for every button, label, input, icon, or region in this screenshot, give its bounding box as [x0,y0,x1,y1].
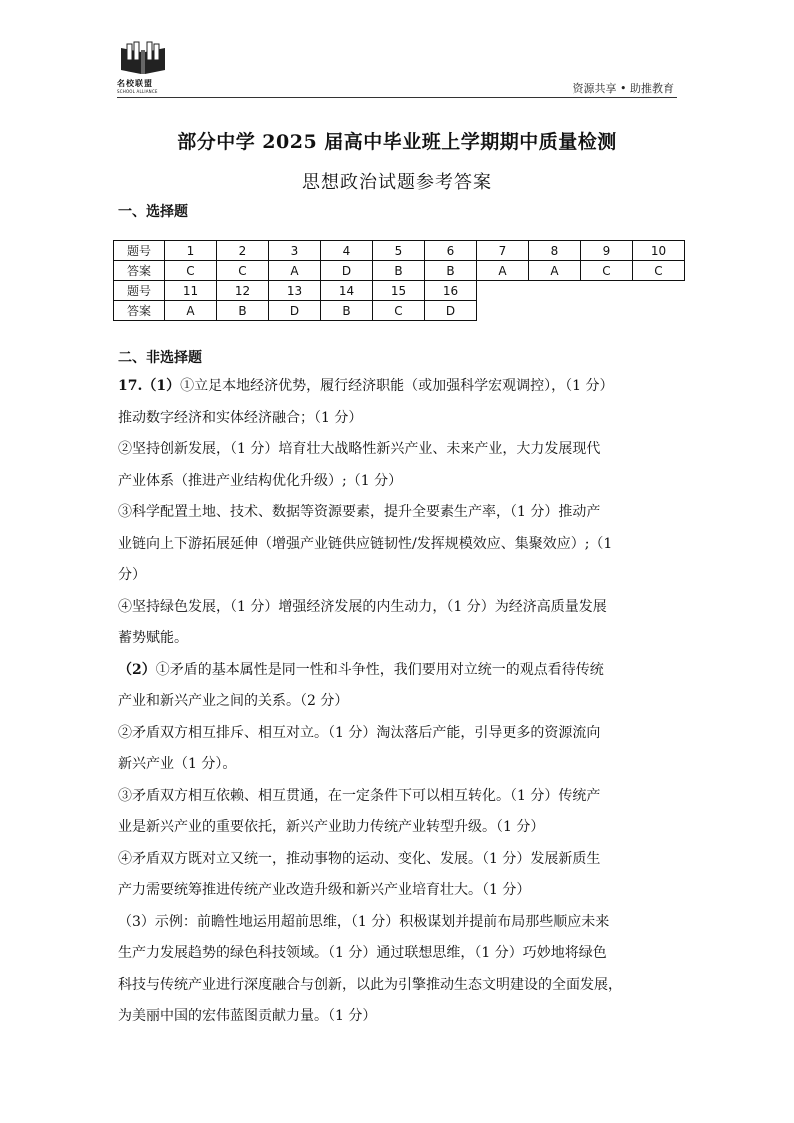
table-cell: 16 [425,281,477,301]
page-title: 部分中学 2025 届高中毕业班上学期期中质量检测 [177,131,617,153]
table-cell: 6 [425,241,477,261]
answer-line: 业是新兴产业的重要依托，新兴产业助力传统产业转型升级。（1 分） [118,819,545,835]
table-cell: A [529,261,581,281]
answer-line: ②矛盾双方相互排斥、相互对立。（1 分）淘汰落后产能，引导更多的资源流向 [118,724,601,741]
table-cell: C [633,261,685,281]
table-cell: 4 [321,241,373,261]
answer-line: 生产力发展趋势的绿色科技领域。（1 分）通过联想思维，（1 分）巧妙地将绿色 [118,945,607,961]
table-cell: 1 [165,241,217,261]
answer-line: ③科学配置土地、技术、数据等资源要素，提升全要素生产率，（1 分）推动产 [118,504,601,520]
answer-line: 推动数字经济和实体经济融合；（1 分） [118,409,363,426]
table-empty-cell [477,281,685,301]
header-slogan: 资源共享 • 助推教育 [572,82,674,95]
answer-line: 蓄势赋能。 [118,630,188,646]
answer-line: 业链向上下游拓展延伸（增强产业链供应链韧性/发挥规模效应、集聚效应）;（1 [118,535,613,552]
table-cell: D [321,261,373,281]
table-cell: A [165,301,217,321]
table-header-cell: 题号 [114,281,165,301]
table-cell: 7 [477,241,529,261]
answer-body [118,371,683,1033]
answer-line: 新兴产业（1 分）。 [118,756,237,772]
table-cell: 9 [581,241,633,261]
logo-text: 名校联盟 [117,79,153,88]
table-cell: B [321,301,373,321]
answer-line: 产业和新兴产业之间的关系。（2 分） [118,693,349,709]
answer-line: ④矛盾双方既对立又统一，推动事物的运动、变化、发展。（1 分）发展新质生 [118,850,601,867]
answer-line-text: ①立足本地经济优势，履行经济职能（或加强科学宏观调控），（1 分） [180,378,614,394]
table-cell: C [373,301,425,321]
answer-table [113,240,685,321]
table-cell: 5 [373,241,425,261]
table-row [114,281,685,301]
table-cell: 8 [529,241,581,261]
table-cell: D [269,301,321,321]
page-subtitle: 思想政治试题参考答案 [302,172,492,193]
section-heading-nonchoice: 二、非选择题 [118,350,202,366]
logo-subtext: SCHOOL ALLIANCE [117,89,158,94]
table-header-cell: 答案 [114,261,165,281]
table-cell: 3 [269,241,321,261]
table-cell: 10 [633,241,685,261]
answer-line: 分） [118,567,146,583]
table-cell: 15 [373,281,425,301]
table-empty-cell [477,301,685,321]
table-cell: 11 [165,281,217,301]
table-row [114,241,685,261]
table-cell: 2 [217,241,269,261]
table-cell: 12 [217,281,269,301]
answer-line [118,655,683,687]
table-row [114,301,685,321]
table-cell: 14 [321,281,373,301]
answer-line: （3）示例：前瞻性地运用超前思维，（1 分）积极谋划并提前布局那些顺应未来 [118,913,610,930]
book-logo-icon [117,40,169,78]
answer-line: 产业体系（推进产业结构优化升级）;（1 分） [118,472,403,489]
answer-line: ④坚持绿色发展，（1 分）增强经济发展的内生动力，（1 分）为经济高质量发展 [118,598,607,615]
table-cell: C [581,261,633,281]
part-label: （1） [142,378,181,394]
section-heading-choice: 一、选择题 [118,204,188,220]
answer-line: ②坚持创新发展，（1 分）培育壮大战略性新兴产业、未来产业，大力发展现代 [118,441,601,457]
table-cell: 13 [269,281,321,301]
answer-line: 为美丽中国的宏伟蓝图贡献力量。（1 分） [118,1008,377,1024]
table-cell: B [373,261,425,281]
table-cell: A [269,261,321,281]
table-cell: C [165,261,217,281]
part-label: （2） [118,661,156,678]
question-number: 17. [118,378,143,394]
table-cell: B [425,261,477,281]
table-header-cell: 答案 [114,301,165,321]
header-divider [117,97,677,98]
table-cell: D [425,301,477,321]
answer-line [118,371,683,403]
table-cell: B [217,301,269,321]
answer-line: 产力需要统筹推进传统产业改造升级和新兴产业培育壮大。（1 分） [118,882,531,898]
answer-line: 科技与传统产业进行深度融合与创新，以此为引擎推动生态文明建设的全面发展， [118,976,622,993]
table-row [114,261,685,281]
answer-line: ③矛盾双方相互依赖、相互贯通，在一定条件下可以相互转化。（1 分）传统产 [118,787,601,804]
table-cell: A [477,261,529,281]
table-header-cell: 题号 [114,241,165,261]
table-cell: C [217,261,269,281]
answer-line-text: ①矛盾的基本属性是同一性和斗争性，我们要用对立统一的观点看待传统 [155,661,604,678]
